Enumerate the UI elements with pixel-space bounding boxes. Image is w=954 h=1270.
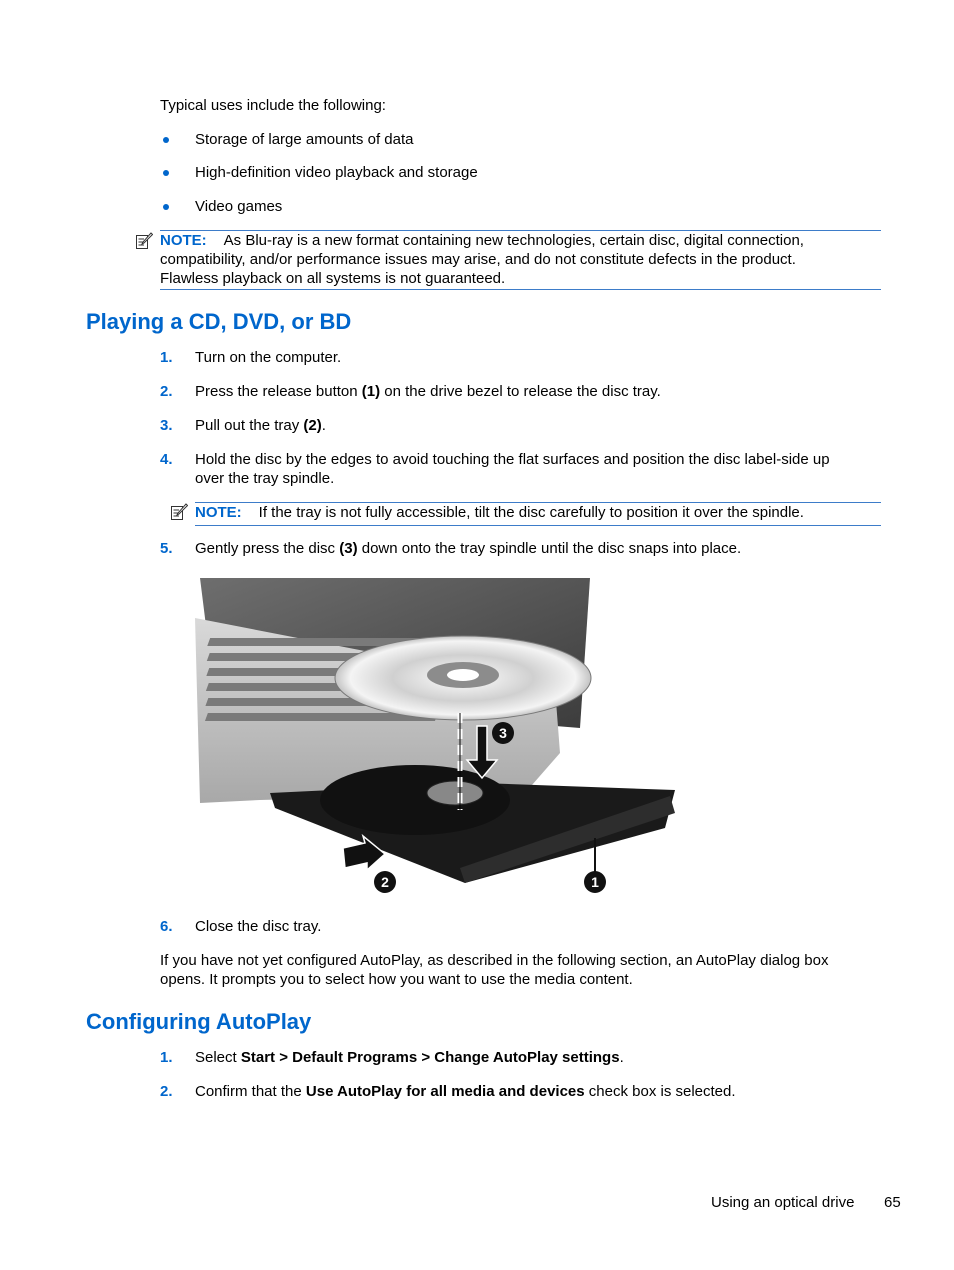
step-text: Confirm that the Use AutoPlay for all media and devices check box is selected. <box>195 1083 736 1100</box>
note-text: As Blu-ray is a new format containing new technologies, certain disc, digital connection, <box>223 232 804 249</box>
callout-3 <box>492 722 514 744</box>
bullet-marker <box>163 137 169 143</box>
note-line <box>195 503 804 522</box>
step-text: Turn on the computer. <box>195 349 342 366</box>
step-number: 1. <box>160 1049 173 1066</box>
note-bottom-rule <box>195 525 881 526</box>
step-number: 6. <box>160 918 173 935</box>
paragraph-line: opens. It prompts you to select how you want to use the media content. <box>160 971 633 988</box>
step-text: Gently press the disc (3) down onto the tray spindle until the disc snaps into place. <box>195 540 742 557</box>
note-text: Flawless playback on all systems is not guaranteed. <box>160 270 506 287</box>
step-text: Hold the disc by the edges to avoid touching the flat surfaces and position the disc label-side up <box>195 451 830 468</box>
paragraph-line: If you have not yet configured AutoPlay, as described in the following section, an AutoPlay dialog box <box>160 952 829 969</box>
callout-1 <box>584 871 606 893</box>
bullet-marker <box>163 204 169 210</box>
step-number: 2. <box>160 1083 173 1100</box>
section-heading: Playing a CD, DVD, or BD <box>86 309 352 334</box>
step-text: Close the disc tray. <box>195 918 322 935</box>
callout-2 <box>374 871 396 893</box>
step-number: 2. <box>160 383 173 400</box>
note-line <box>160 231 804 250</box>
note-icon <box>135 232 153 250</box>
step-number: 4. <box>160 451 173 468</box>
tray-spindle <box>427 781 483 805</box>
note-icon <box>170 503 188 521</box>
step-text: Pull out the tray (2). <box>195 417 326 434</box>
note-text: If the tray is not fully accessible, tilt the disc carefully to position it over the spindle. <box>258 504 804 521</box>
svg-text:1: 1 <box>591 874 599 890</box>
list-item: Storage of large amounts of data <box>195 131 414 148</box>
note-label: NOTE: <box>160 232 207 249</box>
step-number: 5. <box>160 540 173 557</box>
note-text: compatibility, and/or performance issues may arise, and do not constitute defects in the product. <box>160 251 796 268</box>
note-bottom-rule <box>160 289 881 290</box>
bullet-marker <box>163 170 169 176</box>
list-item: Video games <box>195 198 283 215</box>
intro-text: Typical uses include the following: <box>160 97 386 114</box>
page-number: 65 <box>884 1194 901 1211</box>
svg-text:2: 2 <box>381 874 389 890</box>
optical-drive-illustration <box>195 578 685 900</box>
step-text: Press the release button (1) on the drive bezel to release the disc tray. <box>195 383 661 400</box>
step-number: 3. <box>160 417 173 434</box>
section-heading: Configuring AutoPlay <box>86 1009 312 1034</box>
svg-text:3: 3 <box>499 725 507 741</box>
footer-section-title: Using an optical drive <box>711 1194 855 1211</box>
disc-hole <box>447 669 479 681</box>
step-text: Select Start > Default Programs > Change AutoPlay settings. <box>195 1049 624 1066</box>
step-text: over the tray spindle. <box>195 470 335 487</box>
list-item: High-definition video playback and storage <box>195 164 478 181</box>
note-label: NOTE: <box>195 504 242 521</box>
step-number: 1. <box>160 349 173 366</box>
